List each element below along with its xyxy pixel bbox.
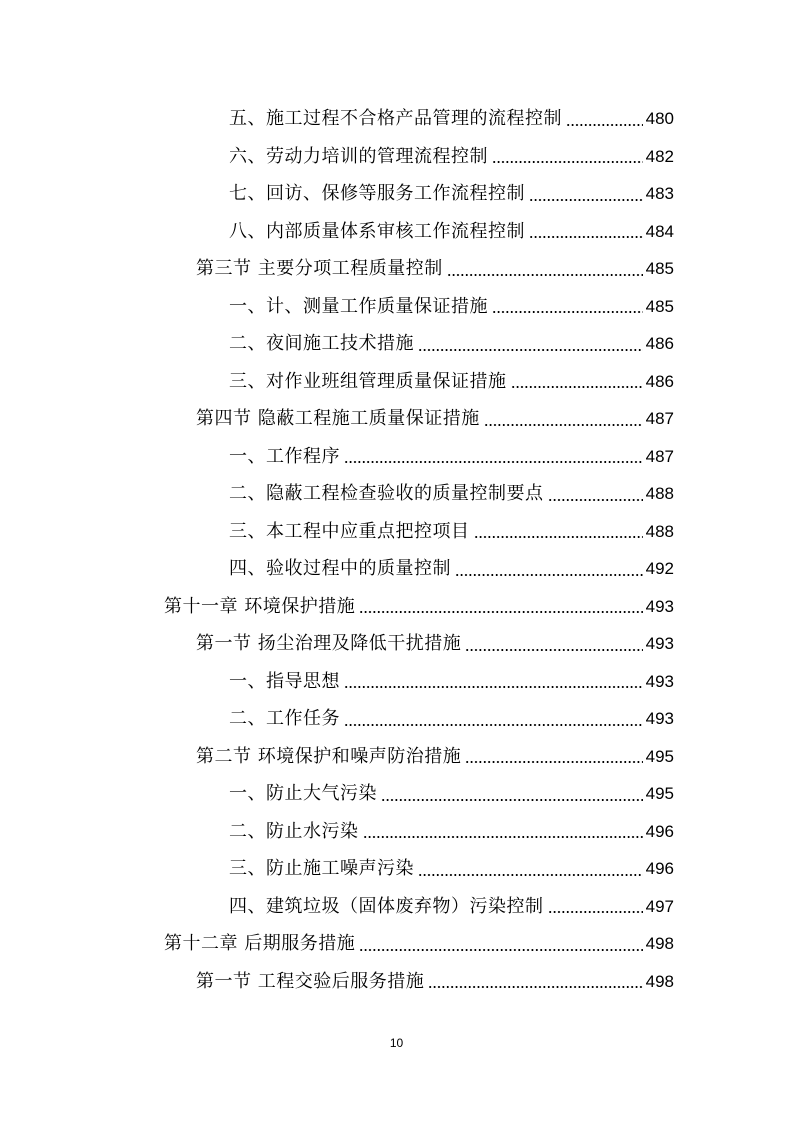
toc-entry[interactable]: [229, 550, 674, 587]
dot-leader: [418, 349, 643, 351]
toc-entry[interactable]: [229, 288, 674, 325]
toc-entry-page: 482: [645, 146, 674, 166]
toc-entry[interactable]: [229, 363, 674, 400]
toc-entry-page: 485: [645, 259, 674, 278]
toc-entry-page: 498: [645, 934, 674, 953]
page-number: 10: [389, 1036, 404, 1050]
toc-entry-title: 二、工作任务: [229, 708, 340, 729]
toc-entry-page: 496: [645, 859, 674, 878]
toc-entry[interactable]: [229, 775, 674, 812]
dot-leader: [474, 536, 643, 538]
toc-entry-page: 487: [645, 409, 674, 428]
toc-entry-page: 493: [645, 671, 674, 691]
dot-leader: [344, 686, 643, 688]
toc-entry-title: 三、对作业班组管理质量保证措施: [229, 370, 507, 392]
toc-entry[interactable]: [229, 663, 674, 700]
toc-entry[interactable]: [196, 250, 674, 287]
toc-entry-page: 493: [645, 596, 674, 616]
dot-leader: [492, 161, 643, 163]
toc-entry-page: 485: [645, 296, 674, 316]
toc-entry-title: 一、工作程序: [229, 445, 340, 467]
toc-entry-title: 二、防止水污染: [229, 820, 359, 842]
dot-leader: [484, 424, 643, 426]
toc-entry-page: 498: [645, 971, 674, 991]
dot-leader: [428, 986, 642, 988]
toc-entry-title: 第二节 环境保护和噪声防治措施: [196, 745, 462, 767]
toc-entry-page: 487: [645, 446, 674, 466]
toc-entry-title: 第十一章 环境保护措施: [164, 595, 356, 617]
toc-entry-page: 484: [645, 221, 674, 241]
dot-leader: [529, 199, 643, 201]
toc-entry-title: 一、指导思想: [229, 670, 340, 692]
toc-entry-title: 一、计、测量工作质量保证措施: [229, 295, 488, 317]
toc-entry-page: 486: [645, 334, 674, 353]
toc-entry-page: 488: [645, 484, 674, 503]
dot-leader: [363, 836, 643, 838]
dot-leader: [359, 611, 642, 613]
toc-entry[interactable]: [196, 625, 674, 662]
toc-entry-title: 五、施工过程不合格产品管理的流程控制: [229, 108, 562, 129]
dot-leader: [455, 574, 643, 576]
toc-entry[interactable]: [196, 963, 674, 1000]
toc-entry[interactable]: [164, 925, 674, 962]
dot-leader: [344, 724, 643, 726]
toc-entry-title: 二、隐蔽工程检查验收的质量控制要点: [229, 483, 544, 504]
toc-entry-title: 八、内部质量体系审核工作流程控制: [229, 220, 525, 242]
dot-leader: [418, 874, 643, 876]
toc-entry[interactable]: [229, 325, 674, 362]
toc-entry-title: 三、本工程中应重点把控项目: [229, 520, 470, 542]
dot-leader: [548, 499, 643, 501]
toc-entry-title: 第十二章 后期服务措施: [164, 933, 356, 954]
dot-leader: [447, 274, 643, 276]
toc-entry-page: 486: [645, 371, 674, 391]
toc-entry[interactable]: [164, 588, 674, 625]
toc-entry[interactable]: [229, 438, 674, 475]
toc-entry-title: 第一节 扬尘治理及降低干扰措施: [196, 633, 462, 654]
toc-entry-title: 七、回访、保修等服务工作流程控制: [229, 183, 525, 204]
toc-entry-page: 493: [645, 634, 674, 653]
toc-entry[interactable]: [229, 513, 674, 550]
toc-entry-page: 492: [645, 559, 674, 578]
toc-entry-page: 483: [645, 184, 674, 203]
toc-entry-page: 497: [645, 896, 674, 916]
toc-entry-title: 四、验收过程中的质量控制: [229, 558, 451, 579]
toc-entry[interactable]: [229, 888, 674, 925]
toc-entry-page: 488: [645, 521, 674, 541]
toc-entry-title: 三、防止施工噪声污染: [229, 858, 414, 879]
dot-leader: [465, 761, 642, 763]
toc-entry-title: 二、夜间施工技术措施: [229, 333, 414, 354]
toc-entry-page: 480: [645, 109, 674, 128]
dot-leader: [359, 949, 642, 951]
toc-entry[interactable]: [229, 213, 674, 250]
dot-leader: [465, 649, 642, 651]
toc-entry-page: 495: [645, 784, 674, 803]
dot-leader: [529, 236, 643, 238]
toc-entry[interactable]: [229, 138, 674, 175]
toc-entry[interactable]: [229, 175, 674, 212]
dot-leader: [548, 911, 643, 913]
toc-entry-title: 第三节 主要分项工程质量控制: [196, 258, 443, 279]
toc-entry[interactable]: [229, 100, 674, 137]
toc-entry-page: 496: [645, 821, 674, 841]
toc-entry-title: 六、劳动力培训的管理流程控制: [229, 145, 488, 167]
toc-entry[interactable]: [229, 700, 674, 737]
toc-entry-page: 495: [645, 746, 674, 766]
dot-leader: [511, 386, 643, 388]
toc-entry-title: 第一节 工程交验后服务措施: [196, 970, 425, 992]
dot-leader: [344, 461, 643, 463]
toc-entry-page: 493: [645, 709, 674, 728]
dot-leader: [381, 799, 643, 801]
toc-entry[interactable]: [229, 813, 674, 850]
toc-entry[interactable]: [196, 400, 674, 437]
toc-entry[interactable]: [229, 475, 674, 512]
dot-leader: [492, 311, 643, 313]
toc-entry[interactable]: [196, 738, 674, 775]
toc-entry-title: 第四节 隐蔽工程施工质量保证措施: [196, 408, 480, 429]
toc-entry[interactable]: [229, 850, 674, 887]
toc-entry-title: 四、建筑垃圾（固体废弃物）污染控制: [229, 895, 544, 917]
dot-leader: [566, 124, 643, 126]
toc-entry-title: 一、防止大气污染: [229, 783, 377, 804]
